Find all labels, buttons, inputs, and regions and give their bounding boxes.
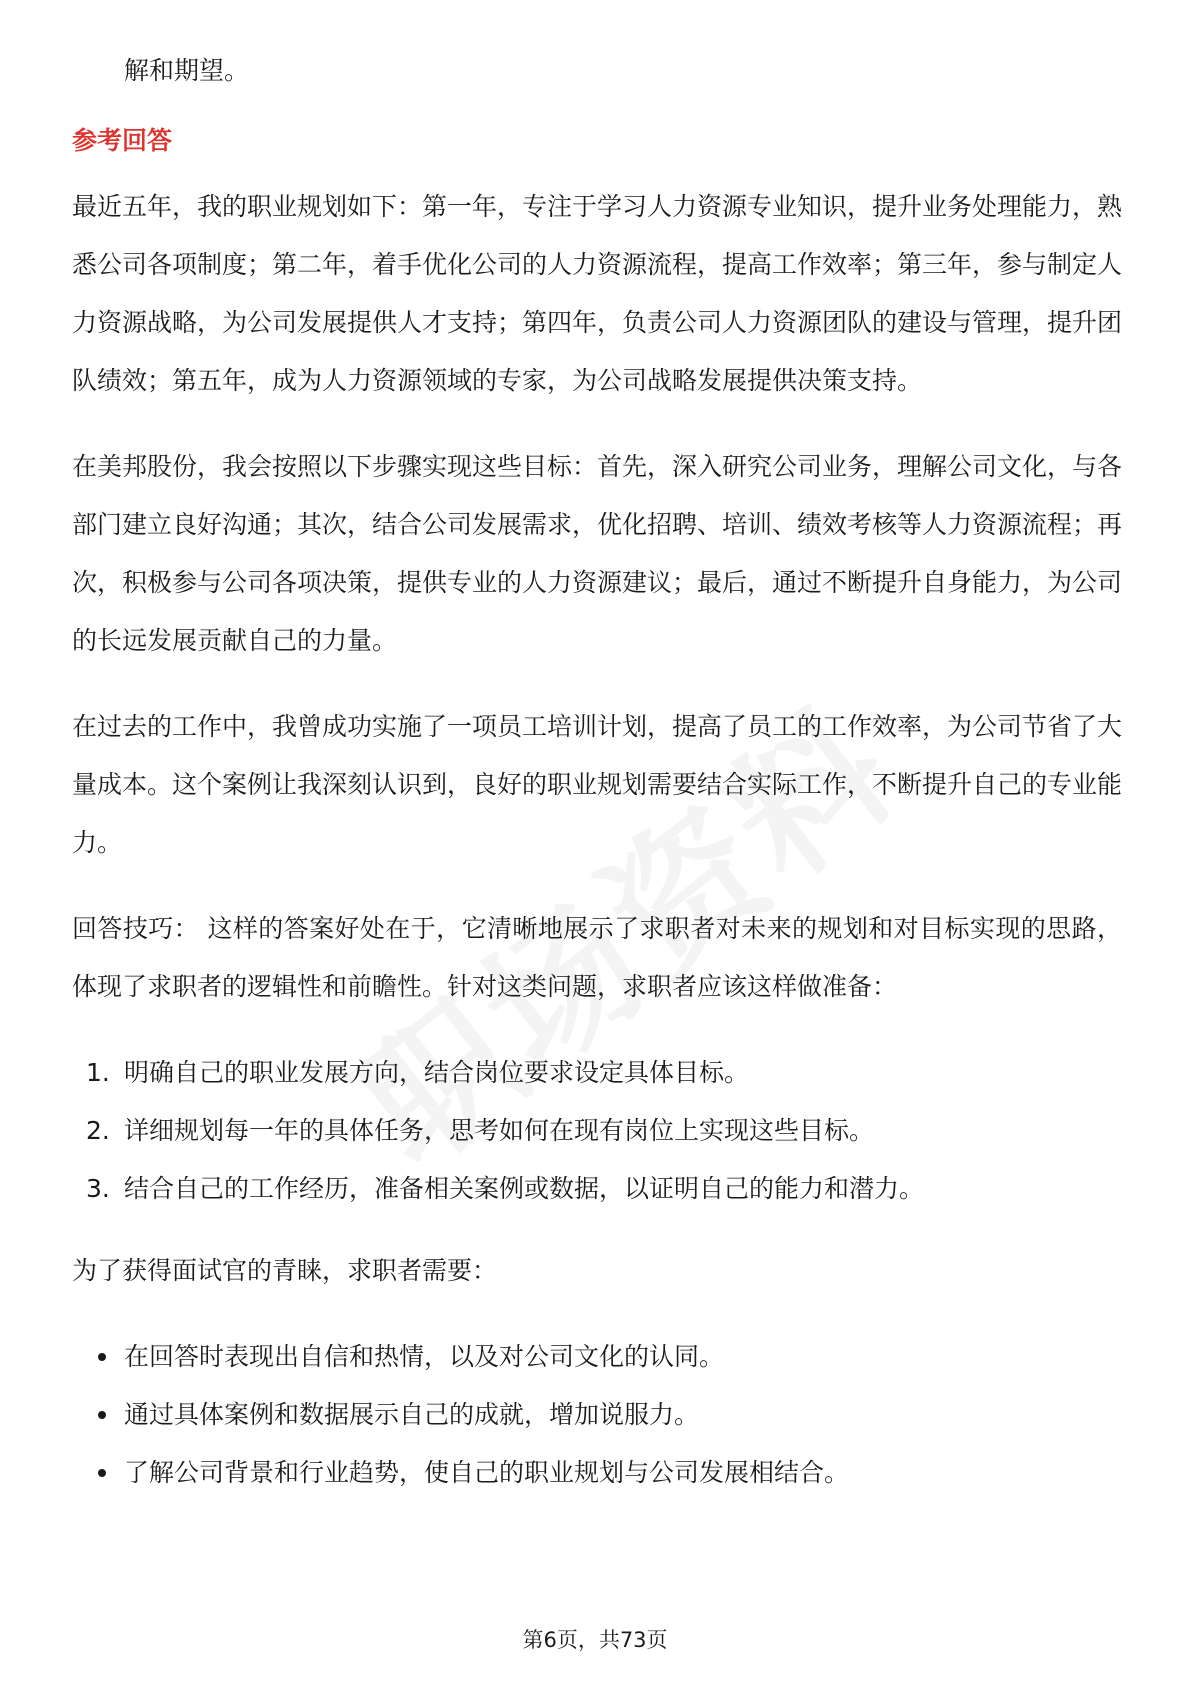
list-item — [72, 1102, 1122, 1160]
answer-paragraph-2: 在美邦股份，我会按照以下步骤实现这些目标：首先，深入研究公司业务，理解公司文化，与各部门建立良好沟通；其次，结合公司发展需求，优化招聘、培训、绩效考核等人力资源流程；再次，积极参与公司各项决策，提供专业的人力资源建议；最后，通过不断提升自身能力，为公司的长远发展贡献自己的力量。 — [72, 452, 1123, 655]
preparation-steps-list — [72, 1044, 1122, 1218]
list-number: 1. — [86, 1058, 110, 1087]
list-number: 3. — [86, 1174, 110, 1203]
needs-intro-paragraph: 为了获得面试官的青睐，求职者需要： — [72, 1256, 498, 1285]
document-page — [72, 42, 1122, 1526]
page-number-footer: 第6页，共73页 — [522, 1628, 668, 1652]
answer-paragraph-1: 最近五年，我的职业规划如下：第一年，专注于学习人力资源专业知识，提升业务处理能力，熟悉公司各项制度；第二年，着手优化公司的人力资源流程，提高工作效率；第三年，参与制定人力资源战略，为公司发展提供人才支持；第四年，负责公司人力资源团队的建设与管理，提升团队绩效；第五年，成为人力资源领域的专家，为公司战略发展提供决策支持。 — [72, 192, 1123, 395]
list-item-text: 了解公司背景和行业趋势，使自己的职业规划与公司发展相结合。 — [124, 1458, 850, 1487]
list-item — [72, 1044, 1122, 1102]
bullet-icon — [98, 1469, 106, 1477]
list-item-text: 在回答时表现出自信和热情，以及对公司文化的认同。 — [124, 1342, 725, 1371]
list-item — [72, 1386, 1122, 1444]
bullet-icon — [98, 1353, 106, 1361]
needs-bullet-list — [72, 1328, 1122, 1502]
reference-answer-heading: 参考回答 — [72, 126, 173, 155]
list-item-text: 结合自己的工作经历，准备相关案例或数据，以证明自己的能力和潜力。 — [124, 1174, 925, 1203]
list-item-text: 通过具体案例和数据展示自己的成就，增加说服力。 — [124, 1400, 700, 1429]
list-item — [72, 1160, 1122, 1218]
list-number: 2. — [86, 1116, 110, 1145]
bullet-icon — [98, 1411, 106, 1419]
list-item — [72, 1328, 1122, 1386]
continuation-text: 解和期望。 — [124, 56, 250, 85]
list-item-text: 详细规划每一年的具体任务，思考如何在现有岗位上实现这些目标。 — [124, 1116, 875, 1145]
list-item-text: 明确自己的职业发展方向，结合岗位要求设定具体目标。 — [124, 1058, 750, 1087]
answer-paragraph-3: 在过去的工作中，我曾成功实施了一项员工培训计划，提高了员工的工作效率，为公司节省了大量成本。这个案例让我深刻认识到，良好的职业规划需要结合实际工作，不断提升自己的专业能力。 — [72, 712, 1123, 857]
answer-tips-paragraph: 回答技巧： 这样的答案好处在于，它清晰地展示了求职者对未来的规划和对目标实现的思路，体现了求职者的逻辑性和前瞻性。针对这类问题，求职者应该这样做准备： — [72, 914, 1122, 1001]
list-item — [72, 1444, 1122, 1502]
